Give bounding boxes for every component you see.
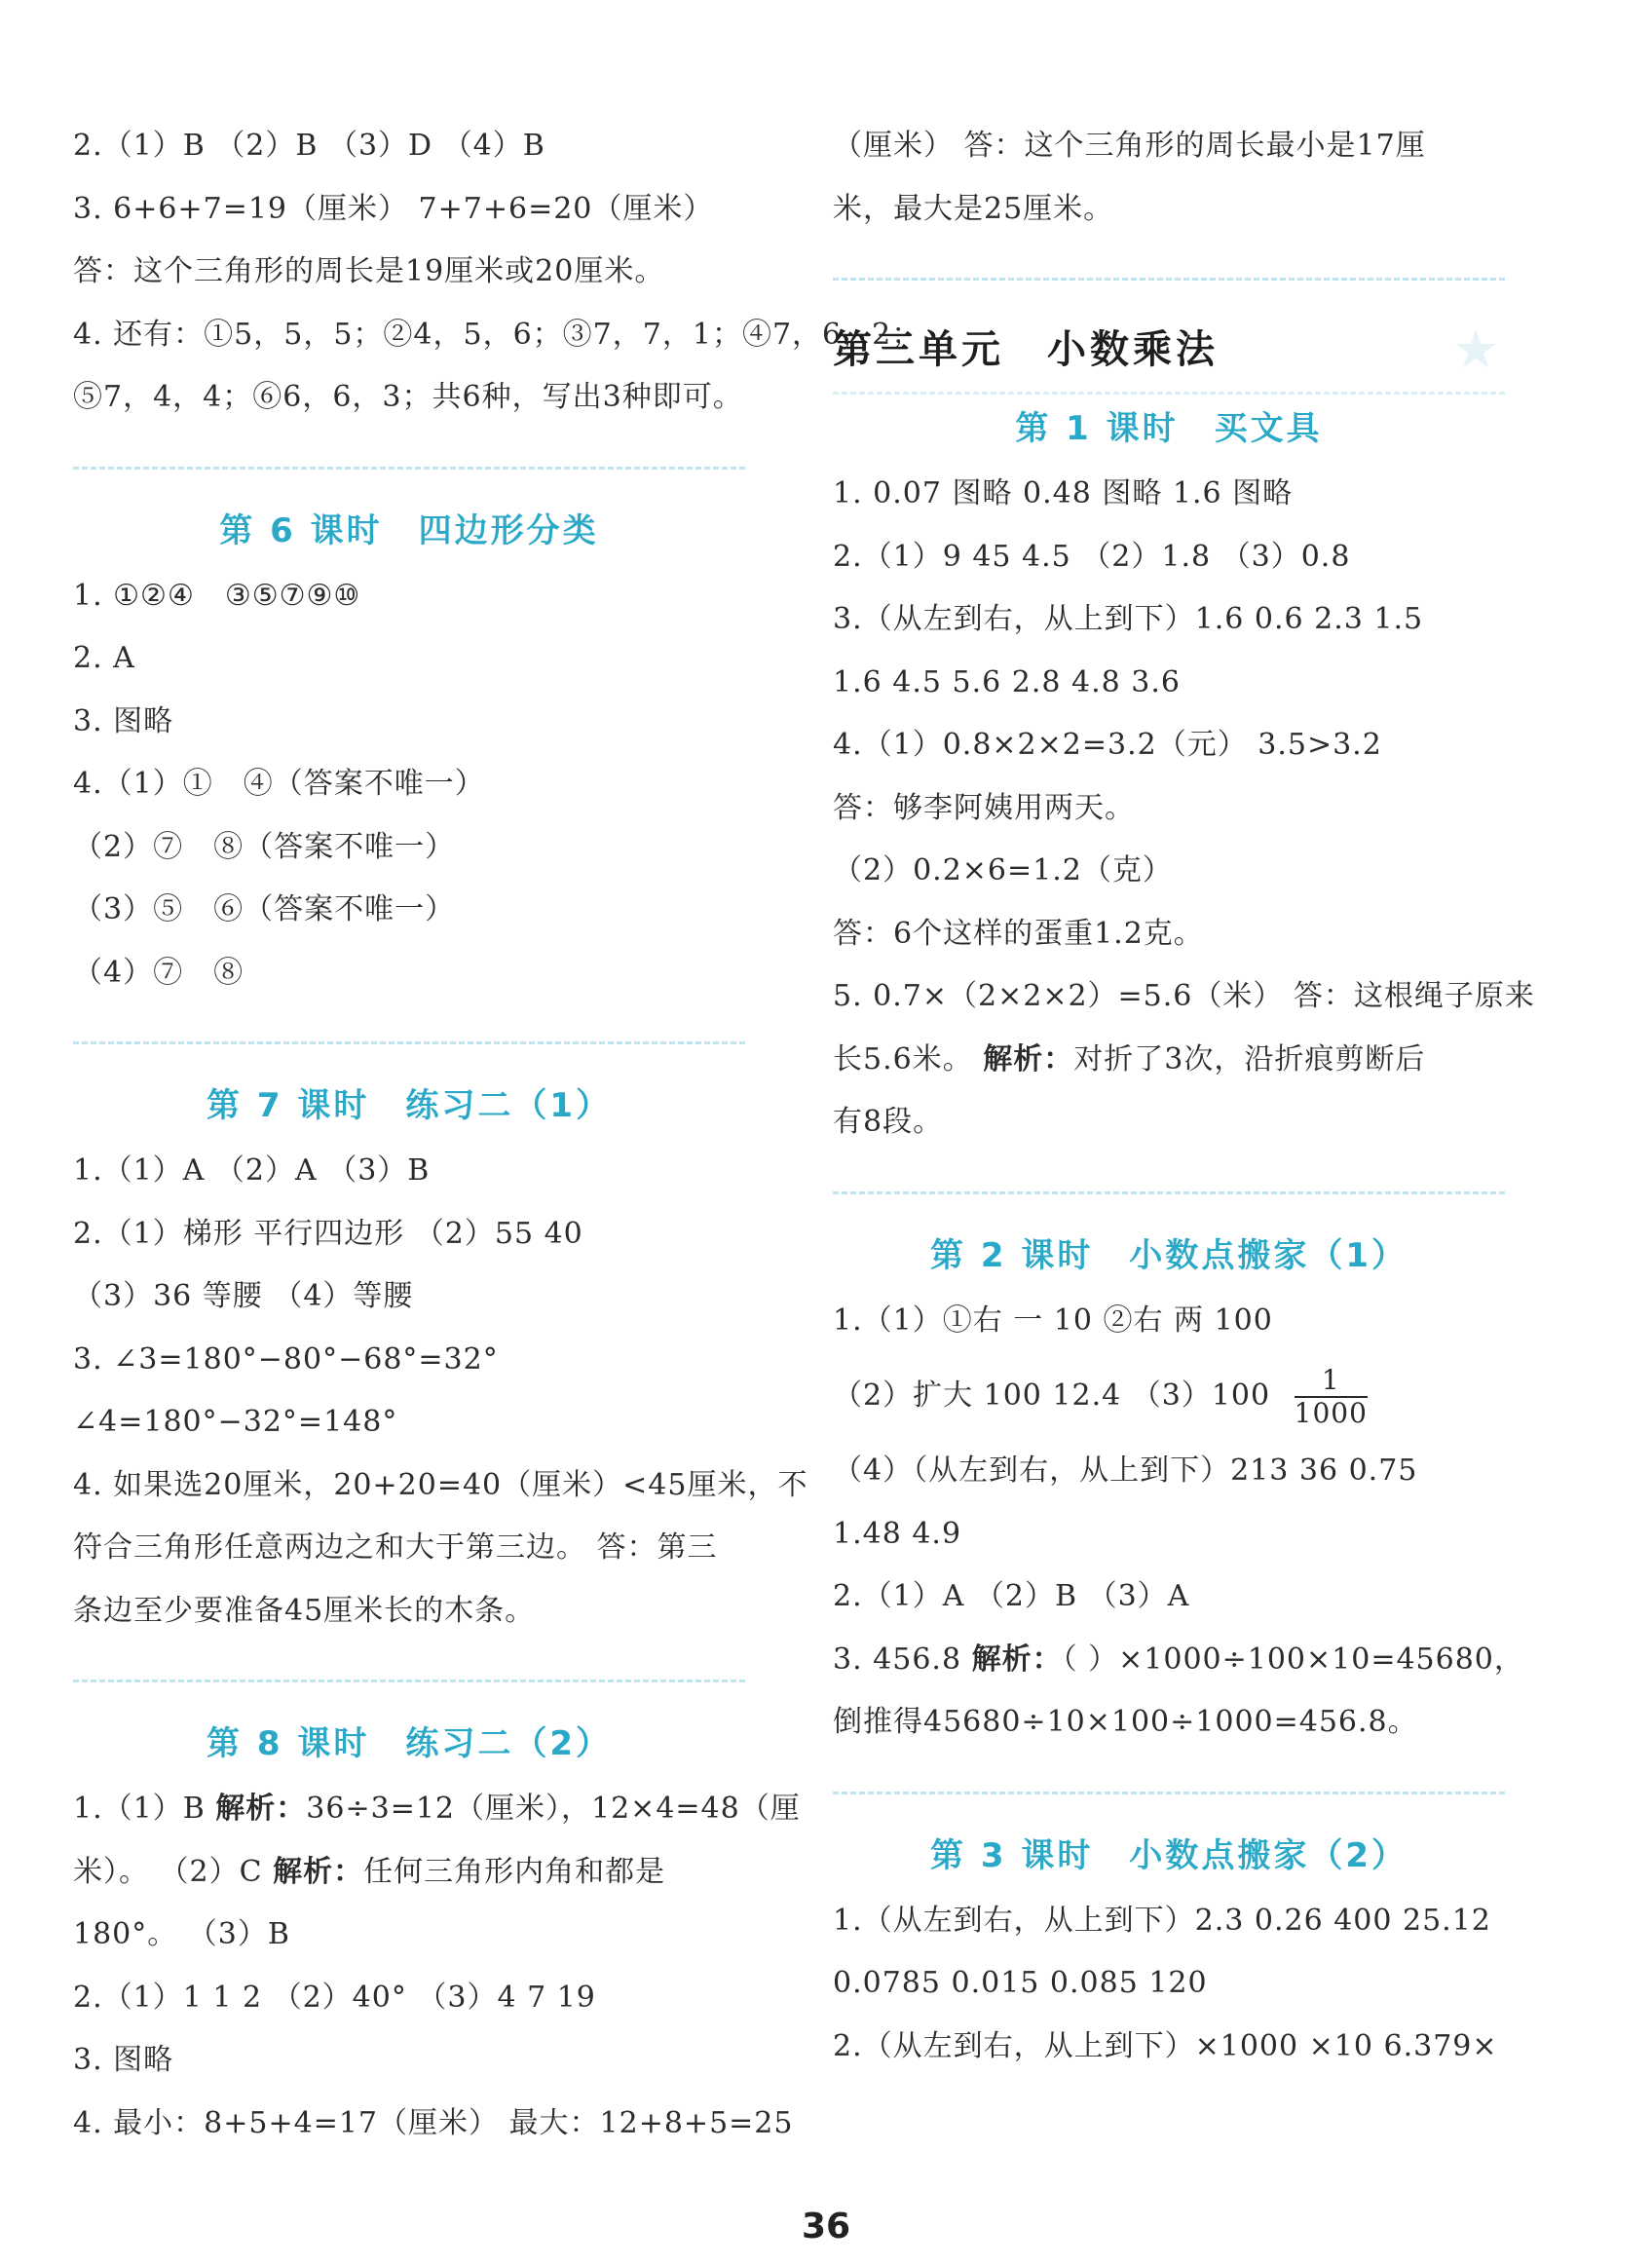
answer-line: 2.（1）B （2）B （3）D （4）B [73, 129, 545, 163]
section-divider [833, 278, 1505, 281]
answer-text: 长5.6米。 [833, 1041, 984, 1076]
answer-line: 2. A [73, 641, 135, 675]
fraction-denominator: 1000 [1294, 1397, 1368, 1429]
answer-line [833, 1029, 1505, 1092]
answer-line: 3. 6+6+7=19（厘米） 7+7+6=20（厘米） [73, 191, 714, 226]
lesson-8-title: 第 8 课时 练习二（2） [206, 1724, 612, 1763]
answer-line: 米，最大是25厘米。 [833, 191, 1114, 226]
answer-text: 对折了3次，沿折痕剪断后 [1073, 1041, 1426, 1076]
answer-line: 倒推得45680÷10×100÷1000=456.8。 [833, 1705, 1418, 1739]
page-number: 36 [801, 2207, 851, 2246]
answer-line: 0.0785 0.015 0.085 120 [833, 1966, 1208, 2000]
answer-line: 1.（从左到右，从上到下）2.3 0.26 400 25.12 [833, 1903, 1491, 1938]
answer-line [833, 1352, 1505, 1440]
section-divider [73, 1041, 745, 1044]
answer-line [73, 1778, 801, 1841]
answer-line: 2.（1）1 1 2 （2）40° （3）4 7 19 [73, 1980, 596, 2015]
answer-line: 有8段。 [833, 1105, 944, 1139]
answer-text: 任何三角形内角和都是 [363, 1854, 666, 1889]
answer-line: ⑤7，4，4；⑥6，6，3；共6种，写出3种即可。 [73, 380, 743, 414]
section-divider [73, 467, 745, 470]
right-column [833, 115, 1535, 2078]
answer-line: 180°。 （3）B [73, 1917, 290, 1951]
section-divider [73, 1680, 745, 1682]
fraction [1295, 1365, 1368, 1429]
lesson-7-title: 第 7 课时 练习二（1） [206, 1086, 612, 1125]
answer-line [833, 1629, 1524, 1692]
answer-line: 答：这个三角形的周长是19厘米或20厘米。 [73, 254, 665, 288]
unit-title [833, 308, 1505, 395]
answer-line: 1.（1）A （2）A （3）B [73, 1153, 431, 1188]
answer-text: （ ）×1000÷100×10=45680， [1062, 1642, 1524, 1677]
answer-line: 4. 最小：8+5+4=17（厘米） 最大：12+8+5=25 [73, 2105, 794, 2140]
answer-line: 答：6个这样的蛋重1.2克。 [833, 916, 1204, 951]
answer-line: 2.（1）梯形 平行四边形 （2）55 40 [73, 1216, 583, 1251]
answer-line: 条边至少要准备45厘米长的木条。 [73, 1593, 536, 1628]
answer-line: 1.48 4.9 [833, 1516, 962, 1551]
answer-line: 1. 0.07 图略 0.48 图略 1.6 图略 [833, 476, 1294, 510]
answer-line: 4. 还有：①5，5，5；②4，5，6；③7，7，1；④7，6，2； [73, 317, 922, 352]
analysis-label: 解析： [983, 1041, 1074, 1076]
answer-line: 2.（1）A （2）B （3）A [833, 1579, 1190, 1613]
answer-line: 1. ①②④ ③⑤⑦⑨⑩ [73, 578, 361, 613]
fraction-numerator: 1 [1295, 1365, 1368, 1398]
answer-line: （4）⑦ ⑧ [73, 955, 244, 990]
answer-line: 3.（从左到右，从上到下）1.6 0.6 2.3 1.5 [833, 602, 1424, 636]
answer-text: 3. 456.8 [833, 1642, 972, 1677]
analysis-label: 解析： [273, 1854, 364, 1889]
answer-line: 3. 图略 [73, 703, 174, 738]
answer-line: （3）36 等腰 （4）等腰 [73, 1279, 414, 1313]
lesson-3-title: 第 3 课时 小数点搬家（2） [930, 1835, 1408, 1875]
analysis-label: 解析： [215, 1792, 307, 1826]
answer-line: （3）⑤ ⑥（答案不唯一） [73, 892, 456, 926]
answer-line: 4.（1）① ④（答案不唯一） [73, 767, 485, 801]
answer-line: （2）0.2×6=1.2（克） [833, 853, 1173, 887]
lesson-2-title: 第 2 课时 小数点搬家（1） [930, 1235, 1408, 1275]
answer-line [73, 1841, 745, 1905]
section-divider [833, 1792, 1505, 1794]
answer-line: 2.（1）9 45 4.5 （2）1.8 （3）0.8 [833, 539, 1351, 574]
answer-line: 3. ∠3=180°−80°−68°=32° [73, 1341, 499, 1377]
answer-line: 5. 0.7×（2×2×2）=5.6（米） 答：这根绳子原来 [833, 979, 1535, 1013]
answer-line: 答：够李阿姨用两天。 [833, 790, 1135, 825]
answer-text: 米）。 （2）C [73, 1854, 274, 1889]
answer-text: （2）扩大 100 12.4 （3）100 [833, 1378, 1271, 1413]
answer-line: 4. 如果选20厘米，20+20=40（厘米）<45厘米，不 [73, 1467, 808, 1502]
analysis-label: 解析： [971, 1642, 1063, 1677]
star-icon: ★ [1452, 319, 1504, 380]
answer-line: 2.（从左到右，从上到下）×1000 ×10 6.379× [833, 2028, 1498, 2063]
unit-title-text: 第三单元 小数乘法 [833, 327, 1219, 372]
answer-line: （4）（从左到右，从上到下）213 36 0.75 [833, 1453, 1418, 1488]
answer-line: （2）⑦ ⑧（答案不唯一） [73, 829, 456, 864]
answer-text: 1.（1）B [73, 1792, 216, 1826]
answer-line: 4.（1）0.8×2×2=3.2（元） 3.5>3.2 [833, 728, 1382, 762]
lesson-1-title: 第 1 课时 买文具 [1015, 409, 1323, 448]
lesson-6-title: 第 6 课时 四边形分类 [219, 510, 599, 550]
section-divider [833, 1191, 1505, 1194]
answer-line: 1.6 4.5 5.6 2.8 4.8 3.6 [833, 664, 1181, 699]
answer-line: 3. 图略 [73, 2043, 174, 2077]
answer-line: 1.（1）①右 一 10 ②右 两 100 [833, 1302, 1273, 1338]
answer-line: 符合三角形任意两边之和大于第三边。 答：第三 [73, 1530, 718, 1565]
answer-text: 36÷3=12（厘米），12×4=48（厘 [306, 1792, 801, 1826]
answer-line: ∠4=180°−32°=148° [73, 1405, 398, 1439]
answer-line: （厘米） 答：这个三角形的周长最小是17厘 [833, 129, 1426, 163]
